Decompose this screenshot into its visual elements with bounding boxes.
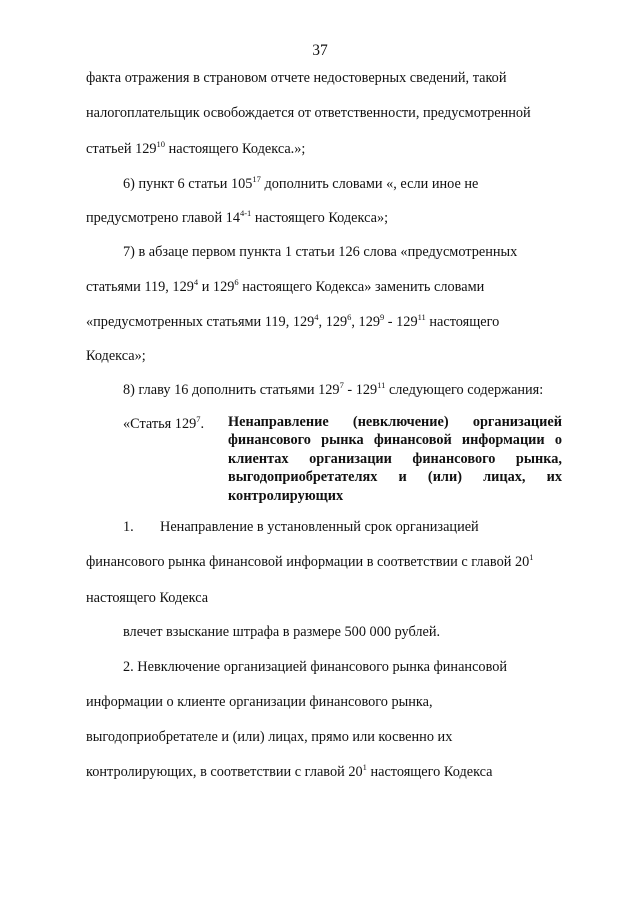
- text-line: контролирующих, в соответствии с главой $20^1$ настоящего Кодекса: [86, 762, 493, 780]
- article-label: «Статья $129^7$.: [123, 414, 205, 432]
- text-line: настоящего Кодекса: [86, 590, 209, 606]
- text-line: 7) в абзаце первом пункта 1 статьи 126 слова «предусмотренных: [123, 244, 518, 260]
- text-line: предусмотрено главой 14$^{4-1}$ настоящего Кодекса»;: [86, 208, 389, 226]
- text-line: финансового рынка финансовой информации в соответствии с главой $20^1$: [86, 552, 534, 570]
- text-line: 6) пункт 6 статьи $105^{17}$ дополнить словами «, если иное не: [123, 174, 479, 192]
- text-line: 2. Невключение организацией финансового рынка финансовой: [123, 659, 508, 675]
- text-line: статьями 119, $129^4$ и $129^6$ настоящего Кодекса» заменить словами: [86, 277, 485, 295]
- article-title: Ненаправление (невключение) организацией финансового рынка финансовой информации о клиентах организации финансового рынка, выгодоприобретателях и (или) лицах, их контролирующих: [228, 414, 562, 504]
- text-line: информации о клиенте организации финансового рынка,: [86, 694, 433, 710]
- text-line: Ненаправление в установленный срок организацией: [160, 519, 479, 535]
- text-line: выгодоприобретателе и (или) лицах, прямо или косвенно их: [86, 729, 453, 745]
- page-number: 37: [312, 42, 328, 59]
- text-line: 8) главу 16 дополнить статьями $129^7 - 129^{11}$ следующего содержания:: [123, 380, 544, 398]
- text-line: факта отражения в страновом отчете недостоверных сведений, такой: [86, 70, 507, 86]
- paragraph-number: 1.: [123, 519, 134, 535]
- text-line: «предусмотренных статьями 119, $129^4$, $129^6$, $129^9 - 129^{11}$ настоящего: [86, 312, 500, 330]
- text-line: Кодекса»;: [86, 348, 146, 364]
- text-line: статьей $129^{10}$ настоящего Кодекса.»;: [86, 139, 306, 157]
- text-line: влечет взыскание штрафа в размере 500 000 рублей.: [123, 624, 441, 640]
- text-line: налогоплательщик освобождается от ответственности, предусмотренной: [86, 105, 531, 121]
